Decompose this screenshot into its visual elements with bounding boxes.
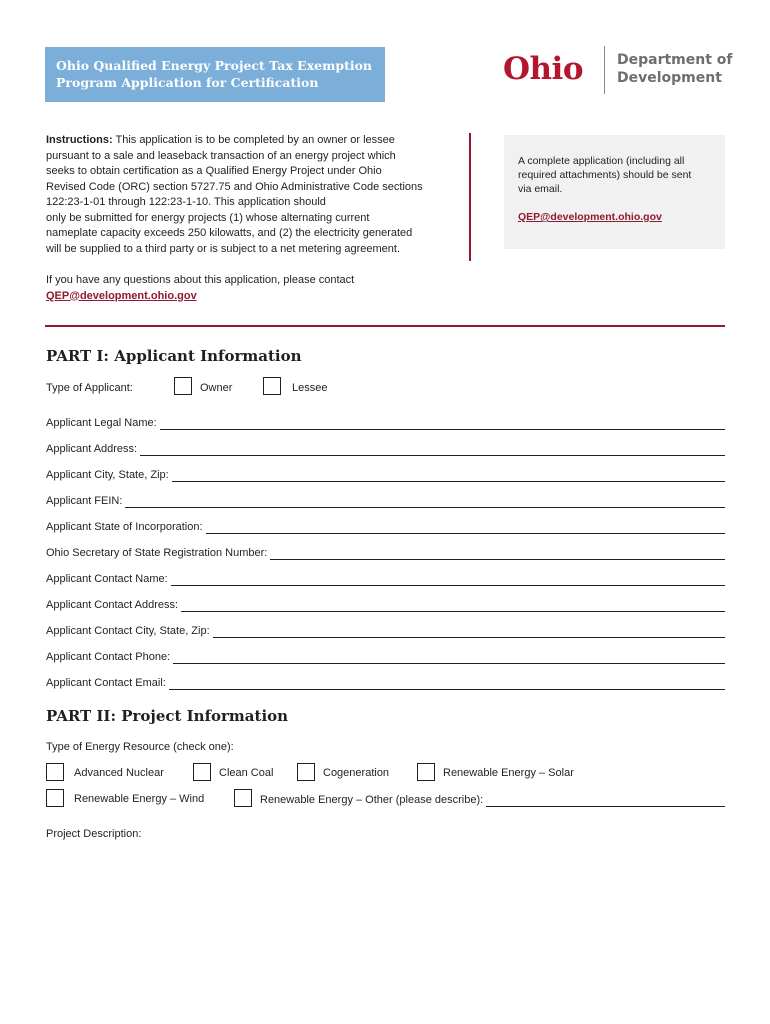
- owner-option-label: Owner: [200, 382, 233, 394]
- field-label: Ohio Secretary of State Registration Number:: [46, 547, 268, 559]
- other-renewable-label: Renewable Energy – Other (please describe):: [260, 794, 484, 806]
- logo-divider: [604, 46, 605, 94]
- field-label: Applicant Address:: [46, 443, 138, 455]
- instructions-block: [46, 133, 466, 257]
- submission-note-line: required attachments) should be sent: [518, 169, 692, 181]
- owner-checkbox[interactable]: [174, 377, 192, 395]
- contact-email-field[interactable]: [46, 674, 725, 690]
- field-input-line[interactable]: [140, 444, 725, 456]
- instructions-line: Revised Code (ORC) section 5727.75 and Ohio Administrative Code sections: [46, 180, 423, 193]
- part1-heading: PART I: Applicant Information: [46, 347, 302, 365]
- lessee-option-label: Lessee: [292, 382, 328, 394]
- energy-resource-label: Type of Energy Resource (check one):: [46, 741, 234, 753]
- instructions-line: This application is to be completed by an owner or lessee: [112, 134, 395, 146]
- form-title-line-1: Ohio Qualified Energy Project Tax Exemption: [56, 58, 373, 73]
- field-input-line[interactable]: [173, 652, 725, 664]
- field-input-line[interactable]: [125, 496, 725, 508]
- field-label: Applicant Contact Email:: [46, 677, 166, 689]
- field-input-line[interactable]: [213, 626, 725, 638]
- submission-email-link[interactable]: QEP@development.ohio.gov: [518, 211, 662, 223]
- contact-city-state-zip-field[interactable]: [46, 622, 725, 638]
- contact-address-field[interactable]: [46, 596, 725, 612]
- lessee-checkbox[interactable]: [263, 377, 281, 395]
- other-renewable-input-line[interactable]: [486, 795, 725, 807]
- contact-phone-field[interactable]: [46, 648, 725, 664]
- department-name-line-1: Department of: [617, 52, 733, 68]
- instructions-line: only be submitted for energy projects (1) whose alternating current: [46, 211, 370, 224]
- field-input-line[interactable]: [169, 678, 725, 690]
- ohio-development-logo: [503, 45, 733, 95]
- address-field[interactable]: [46, 440, 725, 456]
- wind-label: Renewable Energy – Wind: [74, 793, 205, 805]
- instructions-line: pursuant to a sale and leaseback transaction of an energy project which: [46, 149, 396, 162]
- field-input-line[interactable]: [160, 418, 725, 430]
- field-label: Applicant Contact Address:: [46, 599, 179, 611]
- form-title-banner: [45, 47, 385, 102]
- field-input-line[interactable]: [172, 470, 725, 482]
- field-label: Applicant Contact City, State, Zip:: [46, 625, 210, 637]
- advanced-nuclear-checkbox[interactable]: [46, 763, 64, 781]
- legal-name-field[interactable]: [46, 414, 725, 430]
- field-label: Applicant State of Incorporation:: [46, 521, 203, 533]
- department-name-line-2: Development: [617, 70, 722, 86]
- fein-field[interactable]: [46, 492, 725, 508]
- section-divider: [45, 325, 725, 327]
- submission-note-line: A complete application (including all: [518, 155, 685, 167]
- field-label: Applicant FEIN:: [46, 495, 123, 507]
- instructions-line: will be supplied to a third party or is subject to a net metering agreement.: [46, 242, 401, 255]
- advanced-nuclear-label: Advanced Nuclear: [74, 767, 164, 779]
- field-label: Applicant City, State, Zip:: [46, 469, 169, 481]
- project-description-label: Project Description:: [46, 828, 142, 840]
- cogeneration-checkbox[interactable]: [297, 763, 315, 781]
- cogeneration-label: Cogeneration: [323, 767, 390, 779]
- field-input-line[interactable]: [181, 600, 725, 612]
- contact-text: If you have any questions about this application, please contact: [46, 274, 355, 286]
- city-state-zip-field[interactable]: [46, 466, 725, 482]
- clean-coal-checkbox[interactable]: [193, 763, 211, 781]
- ohio-logo-wordmark: Ohio: [503, 51, 583, 87]
- instructions-divider: [469, 133, 471, 261]
- submission-note-line: via email.: [518, 183, 563, 195]
- field-label: Applicant Legal Name:: [46, 417, 157, 429]
- other-renewable-checkbox[interactable]: [234, 789, 252, 807]
- part2-heading: PART II: Project Information: [46, 707, 289, 725]
- other-renewable-field[interactable]: [260, 791, 725, 807]
- field-input-line[interactable]: [270, 548, 725, 560]
- form-title-line-2: Program Application for Certification: [56, 75, 319, 90]
- solar-checkbox[interactable]: [417, 763, 435, 781]
- sos-registration-field[interactable]: [46, 544, 725, 560]
- solar-label: Renewable Energy – Solar: [443, 767, 574, 779]
- field-input-line[interactable]: [171, 574, 725, 586]
- instructions-line: nameplate capacity exceeds 250 kilowatts, and (2) the electricity generated: [46, 227, 413, 239]
- contact-name-field[interactable]: [46, 570, 725, 586]
- contact-block: [46, 273, 354, 304]
- field-input-line[interactable]: [206, 522, 725, 534]
- instructions-label: Instructions:: [46, 134, 113, 146]
- wind-checkbox[interactable]: [46, 789, 64, 807]
- field-label: Applicant Contact Name:: [46, 573, 168, 585]
- submission-note-box: [504, 135, 725, 249]
- applicant-type-label: Type of Applicant:: [46, 382, 133, 394]
- instructions-line: 122:23-1-01 through 122:23-1-10. This application should: [46, 196, 326, 208]
- field-label: Applicant Contact Phone:: [46, 651, 171, 663]
- clean-coal-label: Clean Coal: [219, 767, 274, 779]
- instructions-line: seeks to obtain certification as a Qualified Energy Project under Ohio: [46, 165, 382, 177]
- department-name: [617, 51, 733, 87]
- state-of-incorporation-field[interactable]: [46, 518, 725, 534]
- contact-email-link[interactable]: QEP@development.ohio.gov: [46, 289, 197, 302]
